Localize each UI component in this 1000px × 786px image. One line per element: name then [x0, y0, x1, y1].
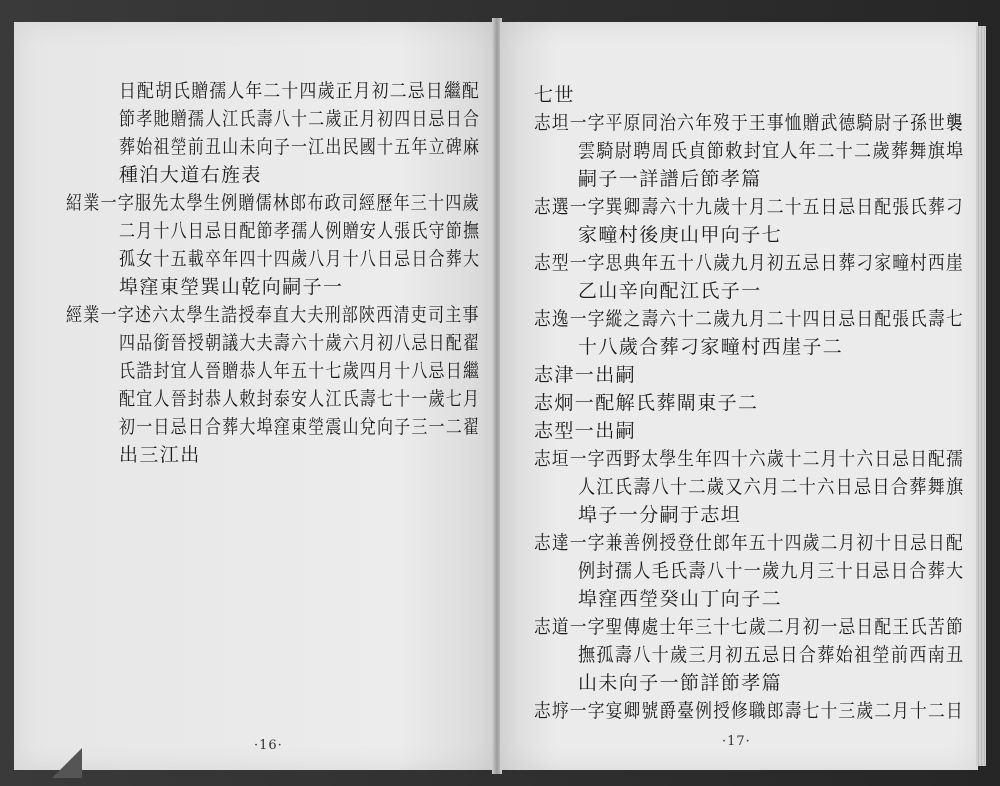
- right-line: 埠窪西塋癸山丁向子二: [578, 588, 783, 610]
- left-line: 孤女十五載卒年四十四歲八月十八日忌日合葬大: [119, 248, 481, 270]
- left-line: 日配胡氏贈孺人年二十四歲正月初二忌日繼配: [119, 80, 481, 102]
- right-line: 志道一字聖傳處士年三十七歲二月初一忌日配王氏苦節: [534, 616, 964, 638]
- right-line: 十八歲合葬刁家疃村西崖子二: [578, 336, 844, 358]
- right-line: 雲騎尉聘周氏貞節敕封宜人年二十二歲葬舞旗埠: [578, 140, 965, 162]
- right-line: 志型一出嗣: [534, 420, 637, 442]
- left-line: 出三江出: [119, 444, 201, 466]
- right-line: 志津一出嗣: [534, 364, 637, 386]
- left-line: 節孝貤贈孺人江氏壽八十二歲正月初四日忌日合: [119, 108, 481, 130]
- left-line: 初一日忌日合葬大埠窪東塋震山兌向子三一二翟: [119, 416, 481, 438]
- right-line: 志坦一字平原同治六年歿于王事恤贈武德騎尉子孫世襲: [534, 112, 964, 134]
- page-stack-edge: [976, 26, 986, 766]
- right-line: 例封孺人毛氏壽八十一歲九月三十日忌日合葬大: [578, 560, 965, 582]
- left-line: 埠窪東塋巽山乾向嗣子一: [119, 276, 344, 298]
- left-line: 二月十八日忌日配節孝孺人例贈安人張氏守節撫: [119, 220, 481, 242]
- page-number-right: ·17·: [722, 734, 751, 749]
- page-corner-curl: [52, 748, 82, 778]
- right-line: 人江氏壽八十二歲又六月二十六日忌日合葬舞旗: [578, 476, 965, 498]
- right-page: [500, 22, 978, 770]
- right-line: 埠子一分嗣于志坦: [578, 504, 742, 526]
- right-line: 七世: [534, 84, 575, 106]
- left-page: [14, 22, 494, 770]
- right-line: 志炯一配解氏葬閘東子二: [534, 392, 759, 414]
- left-line: 四品銜晉授朝議大夫壽六十歲六月初八忌日配翟: [119, 332, 481, 354]
- right-line: 志垿一字宴卿號爵臺例授修職郎壽七十三歲二月十二日: [534, 700, 964, 722]
- left-line: 氏誥封宜人晉贈恭人年五十七歲四月十八忌日繼: [119, 360, 481, 382]
- left-line: 葬始祖塋前丑山未向子一江出民國十五年立碑麻: [119, 136, 481, 158]
- right-line: 志垣一字西野太學生年四十六歲十二月十六日忌日配孺: [534, 448, 964, 470]
- page-number-left: ·16·: [254, 738, 283, 753]
- left-line: 紹業一字服先太學生例贈儒林郎布政司經歷年三十四歲: [66, 192, 480, 214]
- right-line: 嗣子一詳譜后節孝篇: [578, 168, 762, 190]
- right-line: 乙山辛向配江氏子一: [578, 280, 762, 302]
- left-line: 經業一字述六太學生誥授奉直大夫刑部陝西清吏司主事: [66, 304, 480, 326]
- right-line: 志型一字思典年五十八歲九月初五忌日葬刁家疃村西崖: [534, 252, 964, 274]
- left-line: 種泊大道右旌表: [119, 164, 262, 186]
- right-line: 志達一字兼善例授登仕郎年五十四歲二月初十日忌日配: [534, 532, 964, 554]
- right-line: 志逸一字縱之壽六十二歲九月二十四日忌日配張氏壽七: [534, 308, 964, 330]
- left-line: 配宜人晉封恭人敕封泰安人江氏壽七十一歲七月: [119, 388, 481, 410]
- right-line: 山未向子一節詳節孝篇: [578, 672, 783, 694]
- right-line: 家疃村後庚山甲向子七: [578, 224, 783, 246]
- right-line: 志選一字巽卿壽六十九歲十月二十五日忌日配張氏葬刁: [534, 196, 964, 218]
- right-line: 撫孤壽八十歲三月初五忌日合葬始祖塋前西南丑: [578, 644, 965, 666]
